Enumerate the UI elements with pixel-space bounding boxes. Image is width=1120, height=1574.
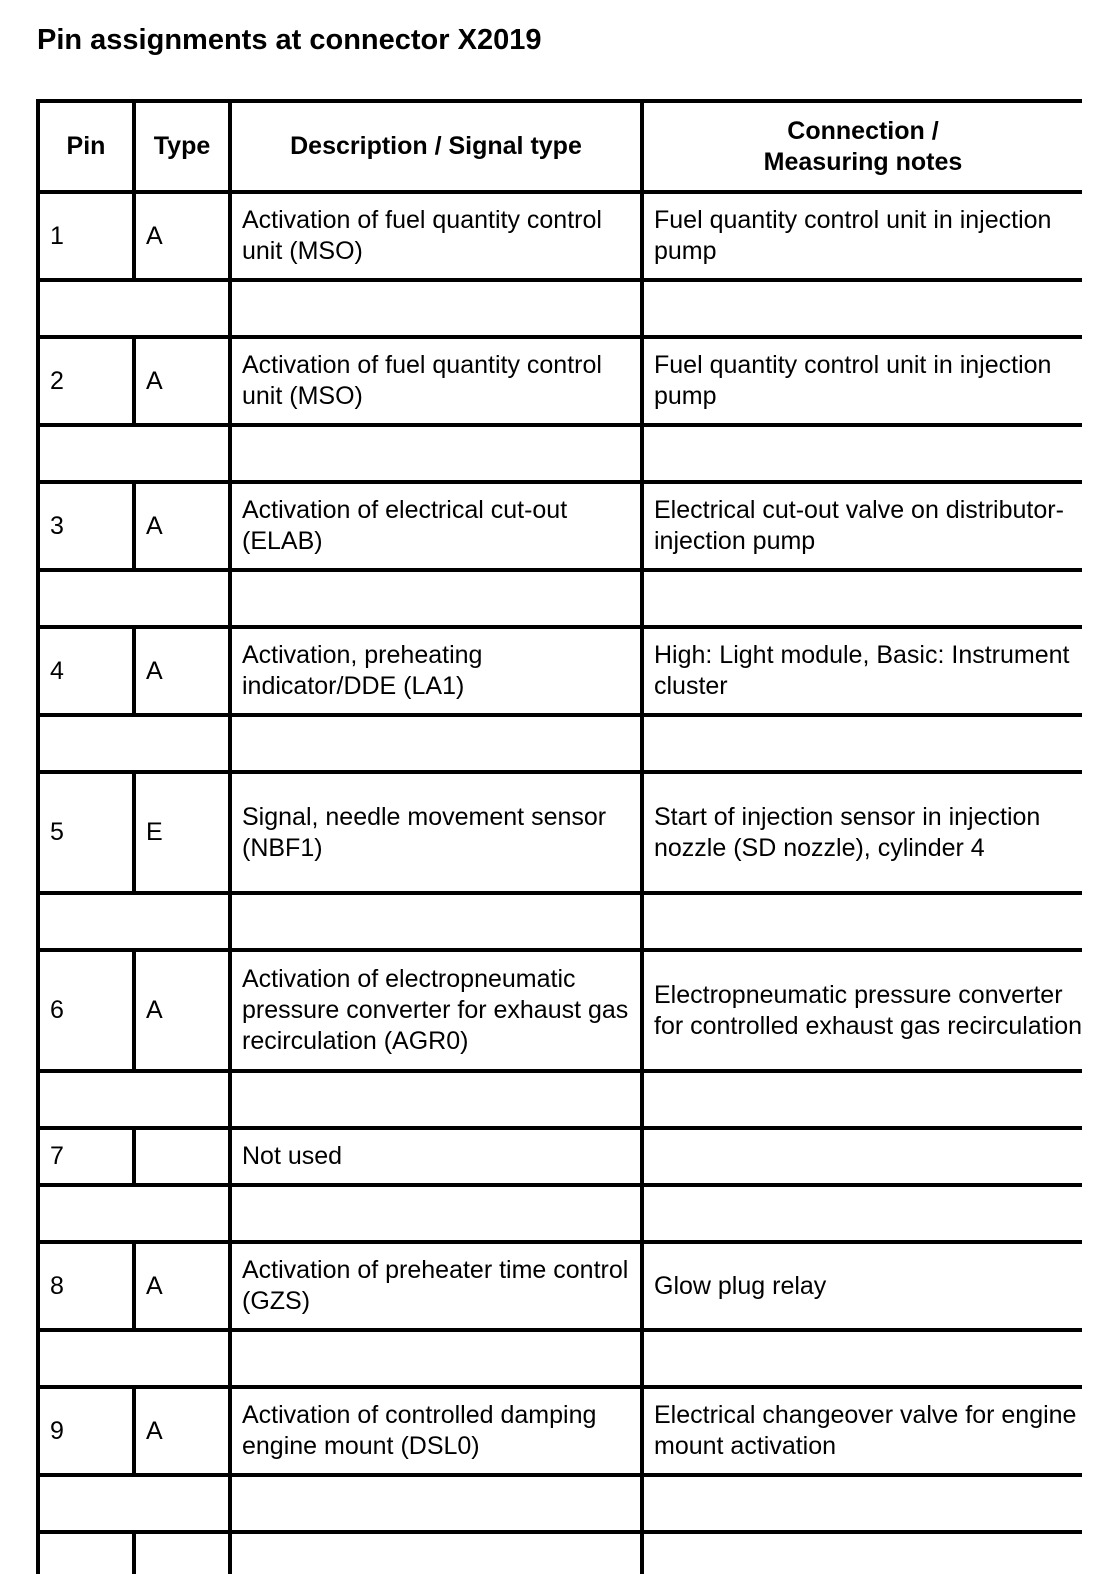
description-cell: Activation of fuel quantity control unit (MSO) [230,337,642,425]
table-row [38,1128,1082,1185]
description-cell: Activation of fuel quantity control unit (MSO) [230,192,642,280]
spacer-row [38,425,1082,482]
description-cell: Activation of electrical cut-out (ELAB) [230,482,642,570]
pin-cell: 9 [38,1387,134,1475]
description-cell: Activation of electropneumatic pressure converter for exhaust gas recirculation (AGR0) [230,950,642,1071]
header-connection-line2: Measuring notes [763,147,963,176]
pin-cell: 3 [38,482,134,570]
description-cell: Not used [230,1128,642,1185]
page-title: Pin assignments at connector X2019 [37,24,542,56]
header-pin: Pin [38,101,134,192]
header-description: Description / Signal type [230,101,642,192]
type-cell: A [134,1387,230,1475]
connection-cell: Fuel quantity control unit in injection pump [642,337,1082,425]
spacer-row [38,1330,1082,1387]
spacer-row [38,570,1082,627]
spacer-row [38,1071,1082,1128]
connection-cell: Electrical cut-out valve on distributor-injection pump [642,482,1082,570]
type-cell: A [134,482,230,570]
table-row [38,772,1082,893]
type-cell: E [134,772,230,893]
connection-cell: Start of injection sensor in injection nozzle (SD nozzle), cylinder 4 [642,772,1082,893]
type-cell: A [134,192,230,280]
table-header-row [38,101,1082,192]
type-cell: A [134,627,230,715]
header-type: Type [134,101,230,192]
description-cell: Signal, needle movement sensor (NBF1) [230,772,642,893]
connection-cell [642,1128,1082,1185]
type-cell: A [134,1242,230,1330]
pin-cell: 1 [38,192,134,280]
description-cell: Activation, preheating indicator/DDE (LA1) [230,627,642,715]
pin-table-container [36,99,1082,1574]
table-row [38,192,1082,280]
pin-assignment-table [36,99,1082,1574]
spacer-row [38,280,1082,337]
header-connection-line1: Connection / [787,116,939,145]
pin-cell: 5 [38,772,134,893]
table-row [38,627,1082,715]
table-row [38,482,1082,570]
description-cell: Activation of controlled damping engine mount (DSL0) [230,1387,642,1475]
type-cell: A [134,337,230,425]
connection-cell: Fuel quantity control unit in injection pump [642,192,1082,280]
spacer-row [38,1475,1082,1532]
pin-cell: 7 [38,1128,134,1185]
type-cell [134,1128,230,1185]
connection-cell: Glow plug relay [642,1242,1082,1330]
pin-cell: 2 [38,337,134,425]
table-row-continued [38,1532,1082,1574]
pin-cell: 4 [38,627,134,715]
connection-cell: Electrical changeover valve for engine mount activation [642,1387,1082,1475]
spacer-row [38,1185,1082,1242]
description-cell: Activation of preheater time control (GZS) [230,1242,642,1330]
table-row [38,1242,1082,1330]
table-row [38,1387,1082,1475]
connection-cell: High: Light module, Basic: Instrument cluster [642,627,1082,715]
pin-cell: 8 [38,1242,134,1330]
table-row [38,337,1082,425]
table-row [38,950,1082,1071]
spacer-row [38,715,1082,772]
type-cell: A [134,950,230,1071]
pin-cell: 6 [38,950,134,1071]
header-connection [642,101,1082,192]
connection-cell: Electropneumatic pressure converter for controlled exhaust gas recirculation [642,950,1082,1071]
spacer-row [38,893,1082,950]
